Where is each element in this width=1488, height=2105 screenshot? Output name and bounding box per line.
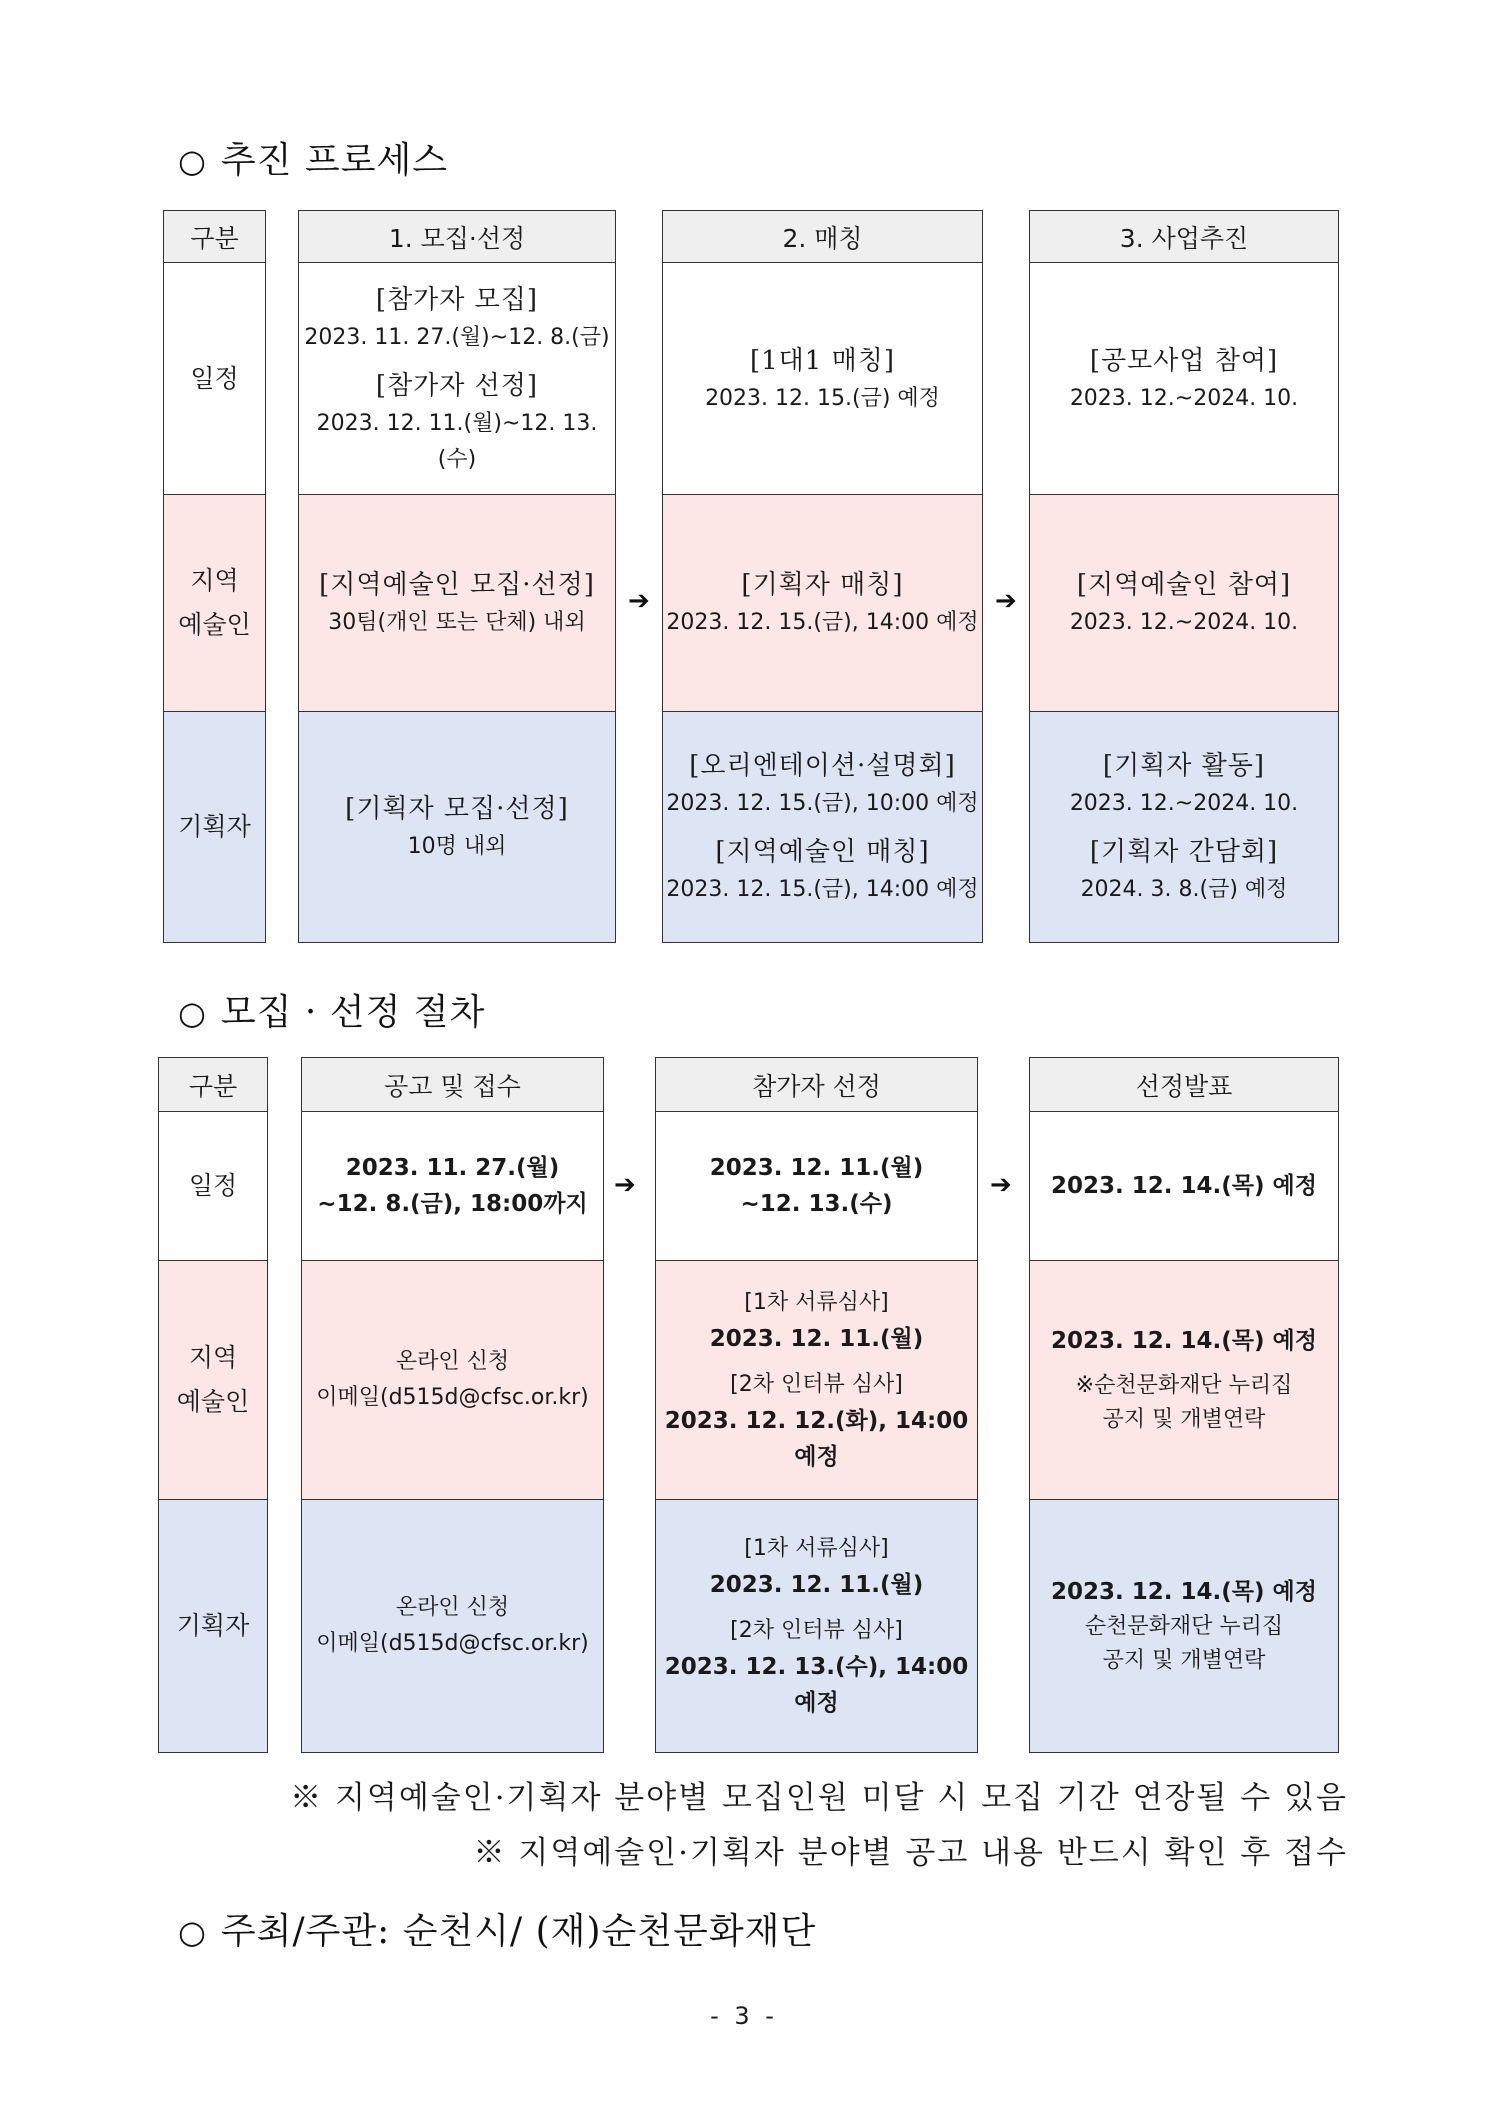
schedule-cell-project <box>1029 262 1339 495</box>
arrow-right-icon: ➔ <box>990 1170 1012 1200</box>
cell-date: 2023. 12. 15.(금), 14:00 예정 <box>666 610 979 635</box>
cell-date: 2023. 12. 14.(목) 예정 <box>1051 1328 1317 1354</box>
cell-date: 2023. 12. 14.(목) 예정 <box>1051 1579 1317 1605</box>
table-header-announcement <box>1029 1057 1339 1112</box>
artist-cell-matching <box>662 494 983 712</box>
cell-step: [1차 서류심사] <box>744 1290 889 1315</box>
cell-title: [지역예술인 참여] <box>1076 570 1292 600</box>
section-title-text: 주최/주관: 순천시/ (재)순천문화재단 <box>220 1911 817 1952</box>
cell-title: [참가자 선정] <box>375 370 539 401</box>
cell-text: 공지 및 개별연락 <box>1102 1648 1266 1673</box>
table-header-selection <box>655 1057 978 1112</box>
table-header-category <box>163 210 266 263</box>
row-label-planner <box>158 1499 268 1753</box>
section-title-procedure <box>178 984 485 1035</box>
cell-date: 2023. 12. 15.(금), 10:00 예정 <box>666 791 979 816</box>
cell-date: 30팀(개인 또는 단체) 내외 <box>328 610 586 635</box>
cell-title: [기획자 활동] <box>1102 751 1266 781</box>
cell-step: [1차 서류심사] <box>744 1536 889 1561</box>
section-title-organizer <box>178 1903 816 1954</box>
row-label-schedule <box>163 262 266 495</box>
header-label: 3. 사업추진 <box>1119 223 1249 253</box>
cell-text: 공지 및 개별연락 <box>1102 1407 1266 1432</box>
schedule-cell-announcement <box>1029 1111 1339 1261</box>
email-text: 이메일(d515d@cfsc.or.kr) <box>316 1631 589 1656</box>
row-label-artist <box>158 1260 268 1500</box>
cell-title: [오리엔테이션·설명회] <box>689 751 956 781</box>
circle-bullet-icon: ○ <box>178 142 207 180</box>
schedule-cell-matching <box>662 262 983 495</box>
artist-cell-notice <box>301 1260 604 1500</box>
cell-date: 2023. 12. 14.(목) 예정 <box>1051 1173 1317 1199</box>
section-title-text: 모집 · 선정 절차 <box>220 992 486 1033</box>
note-confirm: ※ 지역예술인·기획자 분야별 공고 내용 반드시 확인 후 접수 <box>473 1835 1348 1871</box>
row-label-text: 일정 <box>188 1171 238 1200</box>
artist-cell-selection <box>655 1260 978 1500</box>
artist-cell-recruit <box>298 494 616 712</box>
schedule-cell-selection <box>655 1111 978 1261</box>
cell-date: 2023. 12. 12.(화), 14:00 예정 <box>664 1408 969 1470</box>
header-label: 구분 <box>190 223 239 253</box>
cell-date: 2023. 12.~2024. 10. <box>1069 791 1299 816</box>
table-header-category <box>158 1057 268 1112</box>
row-label-text: 기획자 <box>178 812 251 841</box>
cell-date: 2023. 12. 11.(월) <box>709 1326 924 1352</box>
row-label-planner <box>163 711 266 943</box>
row-label-text: 기획자 <box>176 1611 250 1640</box>
circle-bullet-icon: ○ <box>178 1913 207 1951</box>
cell-date: 2023. 12. 15.(금) 예정 <box>705 385 940 411</box>
schedule-cell-notice <box>301 1111 604 1261</box>
cell-date: 2023. 12. 11.(월) <box>709 1155 924 1181</box>
header-label: 선정발표 <box>1135 1071 1233 1101</box>
row-label-text: 지역 <box>190 566 239 595</box>
cell-text: 온라인 신청 <box>395 1349 510 1374</box>
cell-date: 2023. 12.~2024. 10. <box>1069 610 1299 635</box>
planner-cell-notice <box>301 1499 604 1753</box>
cell-text: 순천문화재단 누리집 <box>1084 1614 1284 1639</box>
artist-cell-announcement <box>1029 1260 1339 1500</box>
cell-date: 2023. 11. 27.(월) <box>345 1155 560 1181</box>
arrow-right-icon: ➔ <box>628 586 650 616</box>
circle-bullet-icon: ○ <box>178 994 207 1032</box>
cell-title: [지역예술인 매칭] <box>715 837 930 867</box>
header-label: 2. 매칭 <box>782 223 863 253</box>
cell-date: 2023. 12. 11.(월)~12. 13.(수) <box>316 410 598 472</box>
cell-date: 2023. 12. 11.(월) <box>709 1572 924 1598</box>
header-label: 구분 <box>188 1071 238 1101</box>
cell-date: 2024. 3. 8.(금) 예정 <box>1080 877 1288 902</box>
email-text: 이메일(d515d@cfsc.or.kr) <box>316 1385 589 1410</box>
table-header-notice <box>301 1057 604 1112</box>
note-extension: ※ 지역예술인·기획자 분야별 모집인원 미달 시 모집 기간 연장될 수 있음 <box>290 1780 1348 1816</box>
row-label-text: 일정 <box>190 363 239 393</box>
row-label-text: 예술인 <box>178 610 251 639</box>
section-title-text: 추진 프로세스 <box>220 140 449 181</box>
cell-date: ~12. 8.(금), 18:00까지 <box>317 1191 588 1217</box>
cell-date: 2023. 12. 13.(수), 14:00 예정 <box>664 1654 969 1716</box>
row-label-text: 지역 <box>188 1343 238 1372</box>
artist-cell-project <box>1029 494 1339 712</box>
cell-title: [1대1 매칭] <box>750 345 895 376</box>
page-number: - 3 - <box>710 2002 778 2030</box>
cell-title: [참가자 모집] <box>375 284 539 315</box>
cell-text: ※순천문화재단 누리집 <box>1075 1373 1293 1398</box>
row-label-text: 예술인 <box>176 1387 250 1416</box>
row-label-artist <box>163 494 266 712</box>
planner-cell-announcement <box>1029 1499 1339 1753</box>
cell-date: ~12. 13.(수) <box>740 1191 893 1217</box>
row-label-schedule <box>158 1111 268 1261</box>
schedule-cell-recruit <box>298 262 616 495</box>
cell-title: [지역예술인 모집·선정] <box>319 570 595 600</box>
planner-cell-project <box>1029 711 1339 943</box>
arrow-right-icon: ➔ <box>614 1170 636 1200</box>
cell-date: 2023. 12. 15.(금), 14:00 예정 <box>666 877 979 902</box>
header-label: 공고 및 접수 <box>384 1071 521 1101</box>
section-title-process <box>178 132 448 183</box>
cell-step: [2차 인터뷰 심사] <box>730 1618 903 1643</box>
cell-title: [기획자 매칭] <box>741 570 904 600</box>
cell-text: 온라인 신청 <box>395 1595 510 1620</box>
cell-title: [기획자 간담회] <box>1089 837 1279 867</box>
table-header-step1 <box>298 210 616 263</box>
planner-cell-matching <box>662 711 983 943</box>
planner-cell-recruit <box>298 711 616 943</box>
cell-date: 2023. 12.~2024. 10. <box>1069 385 1299 411</box>
table-header-step2 <box>662 210 983 263</box>
cell-date: 2023. 11. 27.(월)~12. 8.(금) <box>304 324 610 350</box>
cell-title: [공모사업 참여] <box>1089 345 1279 376</box>
cell-title: [기획자 모집·선정] <box>345 794 569 824</box>
cell-step: [2차 인터뷰 심사] <box>730 1372 903 1397</box>
table-header-step3 <box>1029 210 1339 263</box>
header-label: 참가자 선정 <box>752 1071 881 1101</box>
cell-date: 10명 내외 <box>407 834 507 859</box>
header-label: 1. 모집·선정 <box>388 223 526 253</box>
planner-cell-selection <box>655 1499 978 1753</box>
arrow-right-icon: ➔ <box>995 586 1017 616</box>
